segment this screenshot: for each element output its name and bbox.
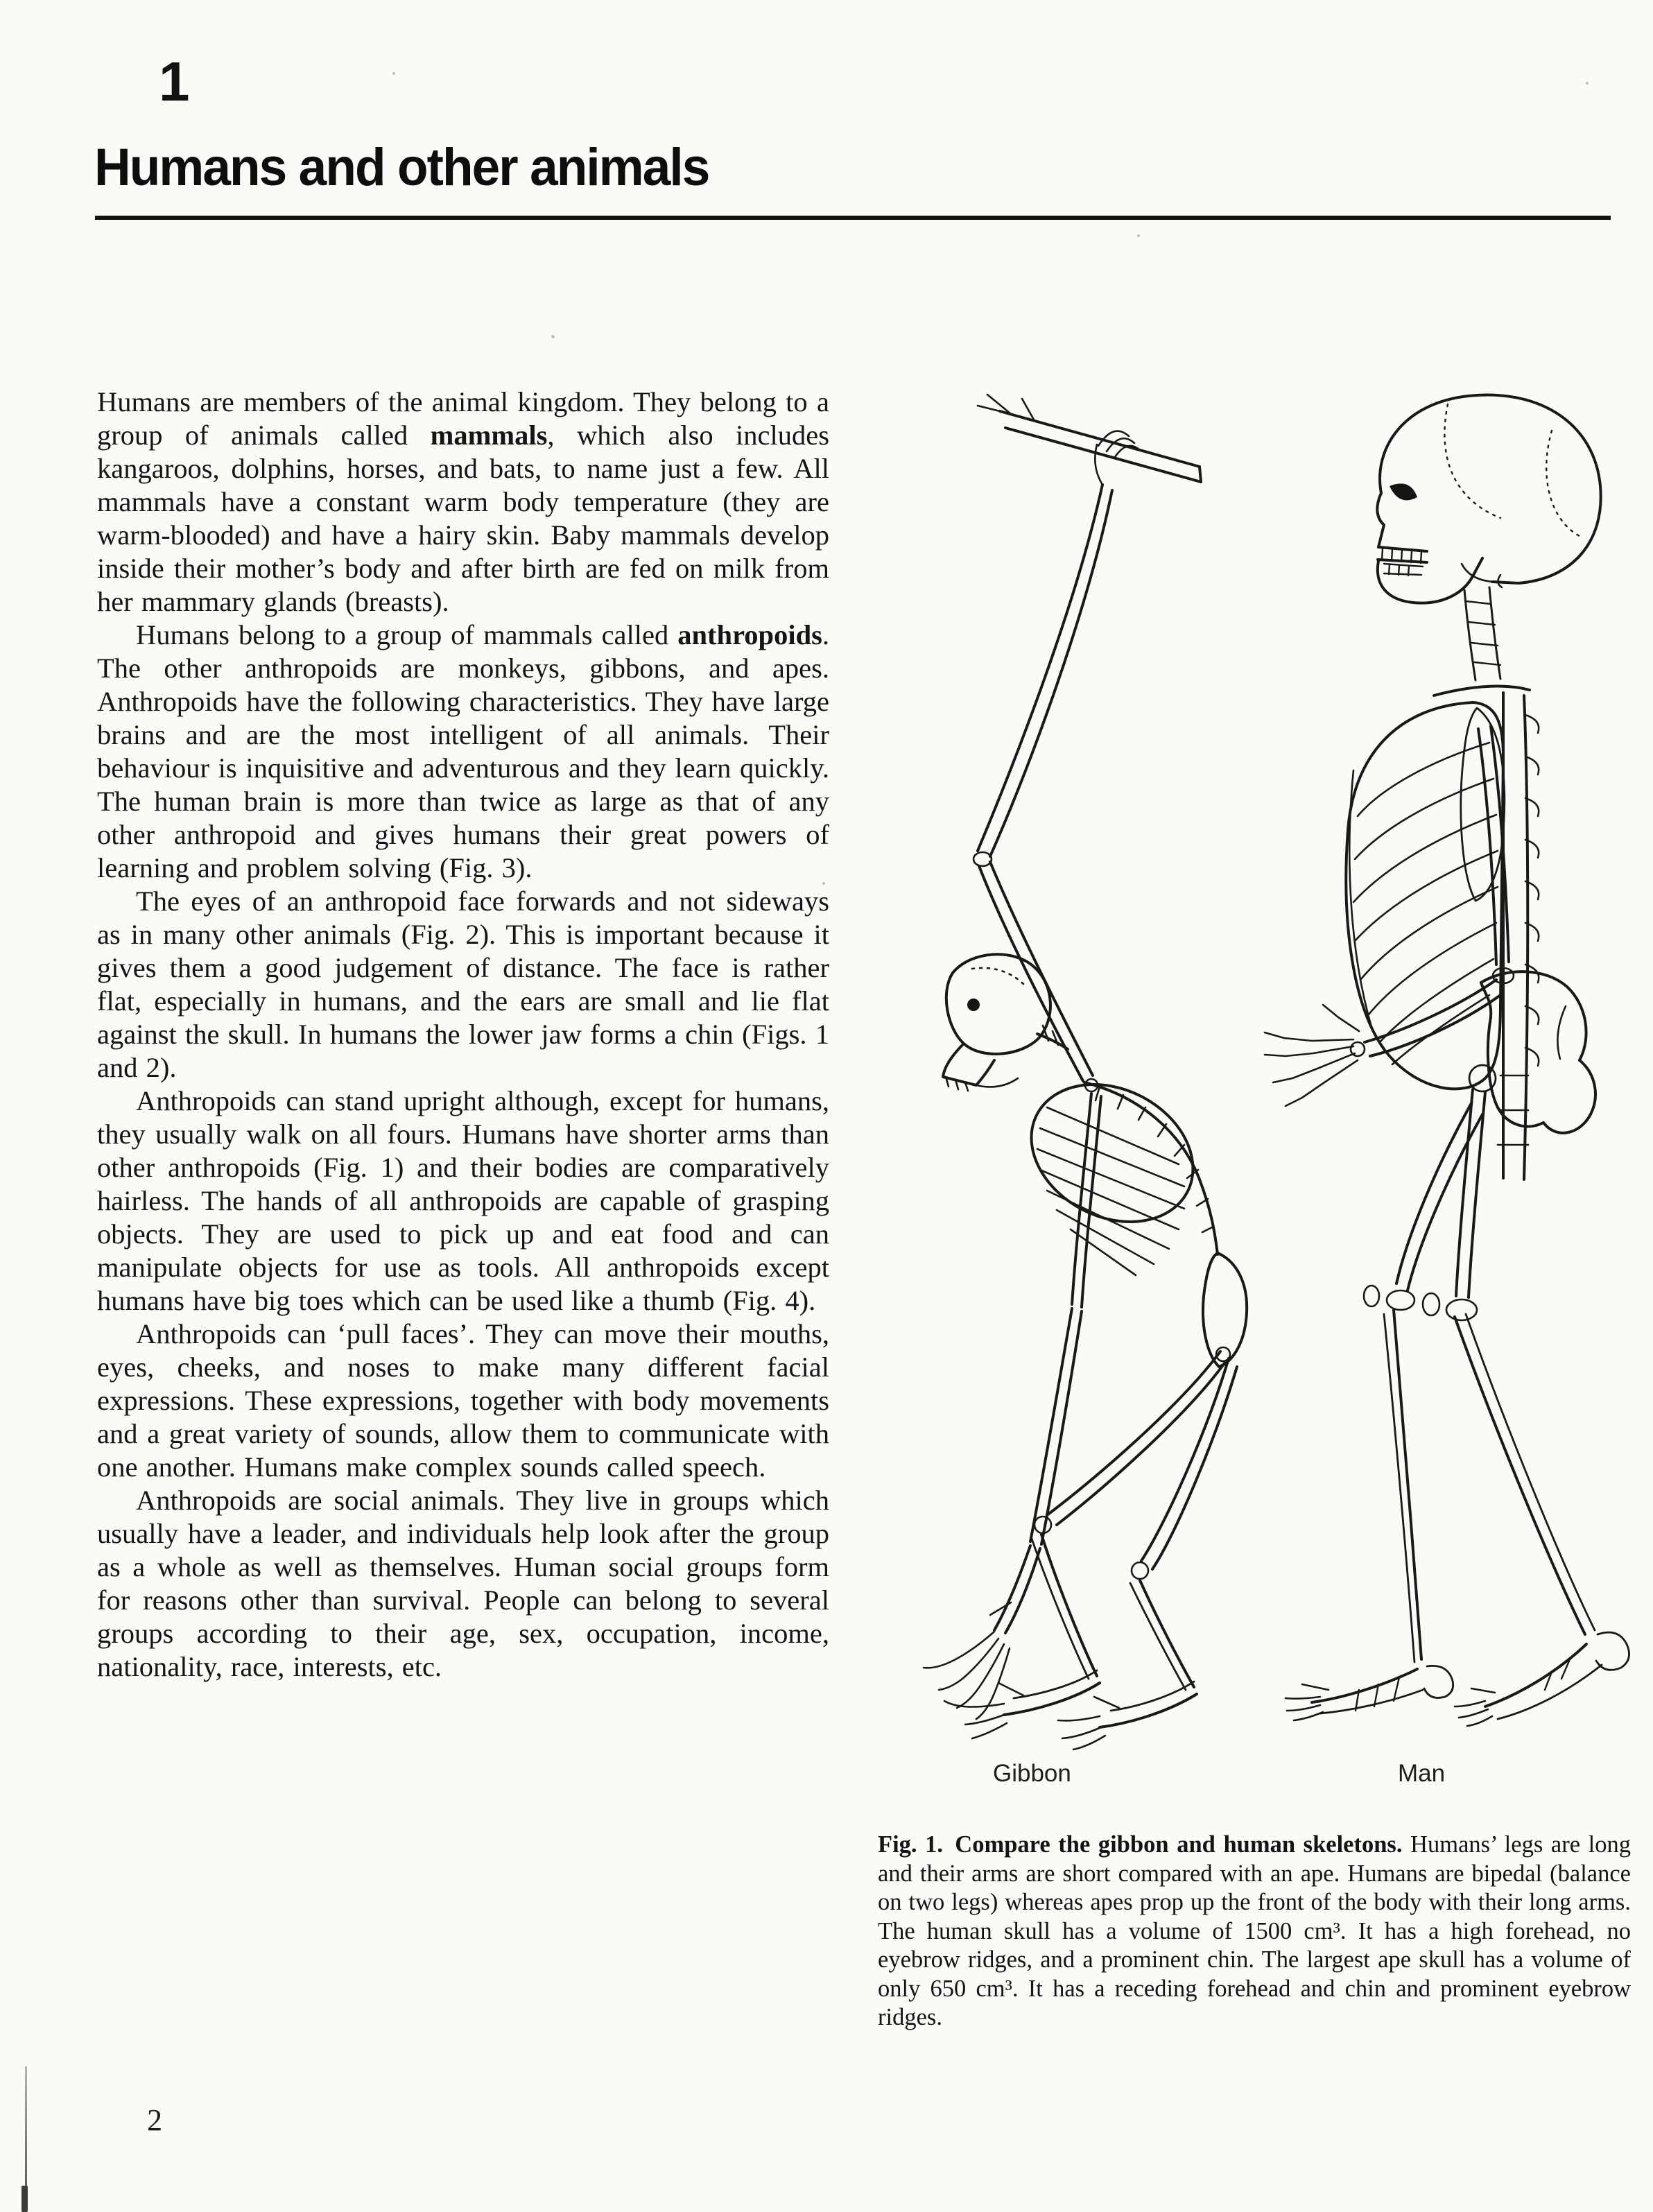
text-segment: Anthropoids can ‘pull faces’. They can move their mouths, eyes, cheeks, and noses to make many different facial expressions. These expressions, together with body movements and a great variety of sounds, allow them to communicate with one another. Humans make complex sounds called speech. — [97, 1318, 829, 1483]
chapter-number: 1 — [159, 51, 189, 112]
figure-skeletons-illustration — [868, 381, 1631, 1770]
scan-artifact-blob — [21, 2186, 28, 2212]
text-segment: , which also includes kangaroos, dolphins, horses, and bats, to name just a few. All mammals have a constant warm body temperature (they are warm-blooded) and have a hairy skin. Baby mammals develop inside their mother’s body and after birth are fed on milk from her mammary glands (breasts). — [97, 420, 830, 617]
title-rule — [95, 216, 1611, 220]
scan-speck — [1586, 82, 1589, 85]
figure-label-gibbon: Gibbon — [993, 1760, 1071, 1787]
page-title: Humans and other animals — [94, 138, 709, 197]
scan-speck — [822, 882, 825, 885]
figure-caption — [878, 1831, 1631, 2032]
body-text-column — [97, 386, 829, 1684]
gibbon-skeleton-drawing — [924, 395, 1247, 1749]
scan-speck — [551, 335, 555, 338]
text-segment: The eyes of an anthropoid face forwards and not sideways as in many other animals (Fig. 2). This is important because it gives them a good judgement of distance. The face is rather flat, especially in humans, and the ears are small and lie flat against the skull. In humans the lower jaw forms a chin (Figs. 1 and 2). — [97, 885, 829, 1083]
text-segment: Anthropoids can stand upright although, except for humans, they usually walk on all fours. Humans have shorter arms than other anthropoids (Fig. 1) and their bodies are comparatively hairless. The hands of all anthropoids are capable of grasping objects. They are used to pick up and eat food and can manipulate objects for use as tools. All anthropoids except humans have big toes which can be used like a thumb (Fig. 4). — [97, 1085, 829, 1316]
body-paragraph — [97, 1085, 829, 1317]
page-number: 2 — [147, 2103, 162, 2137]
scan-speck — [392, 72, 395, 75]
body-paragraph — [97, 1484, 829, 1684]
text-segment: Anthropoids are social animals. They live in groups which usually have a leader, and individuals help look after the group as a whole as well as themselves. Human social groups form for reasons other than survival. People can belong to several groups according to their age, sex, occupation, income, nationality, race, interests, etc. — [97, 1485, 829, 1682]
body-paragraph — [97, 619, 829, 885]
text-segment: Humans belong to a group of mammals called — [136, 619, 678, 650]
bold-text-segment: anthropoids — [677, 619, 822, 650]
body-paragraph — [97, 885, 829, 1085]
man-skeleton-drawing — [1265, 395, 1629, 1726]
bold-text-segment: Fig. 1. Compare the gibbon and human skeletons. — [878, 1831, 1403, 1858]
body-paragraph — [97, 1317, 829, 1484]
text-segment: . The other anthropoids are monkeys, gibbons, and apes. Anthropoids have the following characteristics. They have large brains and are the most intelligent of all animals. Their behaviour is inquisitive and adventurous and they learn quickly. The human brain is more than twice as large as that of any other anthropoid and gives humans their great powers of learning and problem solving (Fig. 3). — [97, 619, 829, 883]
scan-speck — [1137, 234, 1140, 237]
text-segment: Humans are members of the animal kingdom. They belong to a group of animals called — [97, 386, 829, 451]
figure-label-man: Man — [1398, 1760, 1446, 1787]
skeleton-line-art — [868, 381, 1631, 1770]
body-paragraph — [97, 386, 829, 619]
bold-text-segment: mammals — [430, 420, 548, 451]
text-segment: Humans’ legs are long and their arms are short compared with an ape. Humans are bipedal (balance on two legs) whereas apes prop up the front of the body with their long arms. The human skull has a volume of 1500 cm³. It has a high forehead, no eyebrow ridges, and a prominent chin. The largest ape skull has a volume of only 650 cm³. It has a receding forehead and chin and prominent eyebrow ridges. — [878, 1831, 1631, 2030]
